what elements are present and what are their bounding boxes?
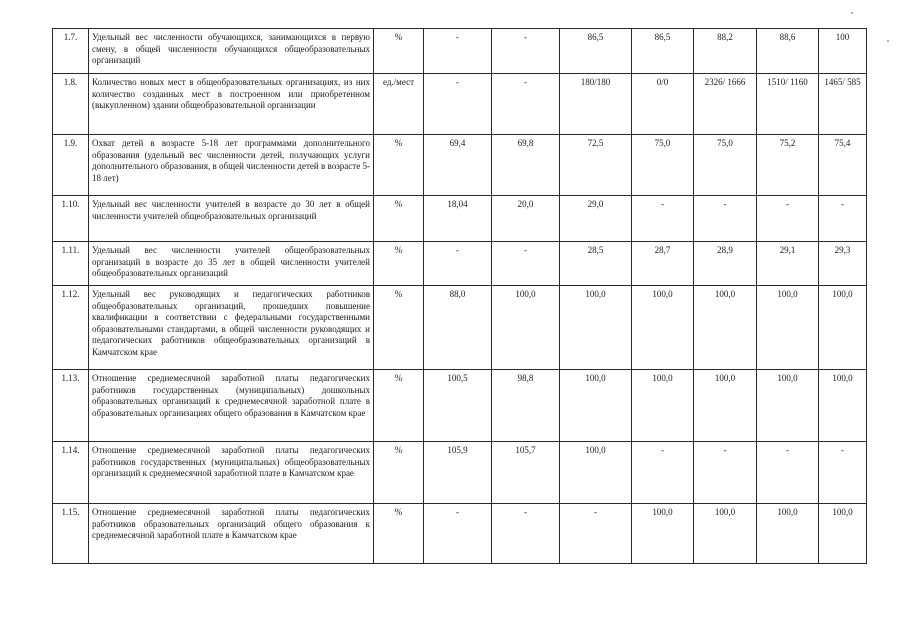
row-number: 1.7. <box>53 29 89 74</box>
value-cell: 100,0 <box>560 370 632 442</box>
value-cell: 105,9 <box>424 442 492 504</box>
value-cell: - <box>632 442 694 504</box>
table-row <box>53 286 867 370</box>
value-cell: 29,0 <box>560 196 632 242</box>
unit-of-measure: % <box>374 196 424 242</box>
value-cell: - <box>492 504 560 564</box>
value-cell: 18,04 <box>424 196 492 242</box>
value-cell: 86,5 <box>632 29 694 74</box>
indicator-name: Удельный вес численности учителей общеобразовательных организаций в возрасте до 35 лет в общей численности учителей общеобразовательных организаций <box>89 242 374 286</box>
value-cell: 69,8 <box>492 135 560 196</box>
table-row <box>53 242 867 286</box>
value-cell: 98,8 <box>492 370 560 442</box>
row-number: 1.8. <box>53 74 89 135</box>
indicator-name: Отношение среднемесячной заработной платы педагогических работников государственных (муниципальных) дошкольных образовательных организаций к среднемесячной заработной плате в образовательных организациях общего образования в Камчатском крае <box>89 370 374 442</box>
value-cell: 86,5 <box>560 29 632 74</box>
value-cell: - <box>492 74 560 135</box>
indicator-name: Отношение среднемесячной заработной платы педагогических работников образовательных организаций общего образования к среднемесячной заработной плате в Камчатском крае <box>89 504 374 564</box>
value-cell: 100,0 <box>632 286 694 370</box>
table-row <box>53 370 867 442</box>
value-cell: 0/0 <box>632 74 694 135</box>
unit-of-measure: % <box>374 442 424 504</box>
scan-speck <box>887 40 889 42</box>
indicator-name: Охват детей в возрасте 5-18 лет программами дополнительного образования (удельный вес численности детей, получающих услуги дополнительного образования, в общей численности детей в возрасте 5-18 лет) <box>89 135 374 196</box>
value-cell: 180/180 <box>560 74 632 135</box>
value-cell: 1510/ 1160 <box>757 74 819 135</box>
value-cell: 100,0 <box>632 504 694 564</box>
value-cell: 100,0 <box>694 370 757 442</box>
table-row <box>53 504 867 564</box>
value-cell: - <box>492 29 560 74</box>
value-cell: 75,0 <box>694 135 757 196</box>
row-number: 1.10. <box>53 196 89 242</box>
indicator-name: Удельный вес руководящих и педагогических работников общеобразовательных организаций, прошедших повышение квалификации в соответствии с федеральными государственными образовательными стандартами, в общей численности руководящих и педагогических работников общеобразовательных организаций в Камчатском крае <box>89 286 374 370</box>
value-cell: 100,0 <box>819 286 867 370</box>
value-cell: 100,0 <box>819 504 867 564</box>
row-number: 1.11. <box>53 242 89 286</box>
value-cell: 88,2 <box>694 29 757 74</box>
value-cell: - <box>492 242 560 286</box>
value-cell: 88,6 <box>757 29 819 74</box>
row-number: 1.14. <box>53 442 89 504</box>
value-cell: 29,3 <box>819 242 867 286</box>
value-cell: 100 <box>819 29 867 74</box>
table-row <box>53 74 867 135</box>
value-cell: 100,0 <box>694 286 757 370</box>
value-cell: 100,0 <box>492 286 560 370</box>
row-number: 1.13. <box>53 370 89 442</box>
indicator-name: Удельный вес численности обучающихся, занимающихся в первую смену, в общей численности обучающихся общеобразовательных организаций <box>89 29 374 74</box>
value-cell: 29,1 <box>757 242 819 286</box>
row-number: 1.15. <box>53 504 89 564</box>
value-cell: - <box>819 442 867 504</box>
table-row <box>53 196 867 242</box>
value-cell: 75,4 <box>819 135 867 196</box>
table-row <box>53 135 867 196</box>
value-cell: - <box>757 442 819 504</box>
indicator-name: Отношение среднемесячной заработной платы педагогических работников государственных (муниципальных) общеобразовательных организаций к среднемесячной заработной плате в Камчатском крае <box>89 442 374 504</box>
value-cell: - <box>632 196 694 242</box>
value-cell: - <box>560 504 632 564</box>
table-body <box>53 29 867 564</box>
value-cell: 105,7 <box>492 442 560 504</box>
value-cell: 28,7 <box>632 242 694 286</box>
unit-of-measure: % <box>374 286 424 370</box>
value-cell: 100,0 <box>560 442 632 504</box>
value-cell: 100,0 <box>757 370 819 442</box>
row-number: 1.9. <box>53 135 89 196</box>
value-cell: 100,0 <box>694 504 757 564</box>
indicator-name: Количество новых мест в общеобразовательных организациях, из них количество созданных мест в построенном или приобретенном (выкупленном) здании общеобразовательной организации <box>89 74 374 135</box>
unit-of-measure: % <box>374 504 424 564</box>
value-cell: 100,0 <box>560 286 632 370</box>
value-cell: 100,0 <box>632 370 694 442</box>
value-cell: 88,0 <box>424 286 492 370</box>
value-cell: 20,0 <box>492 196 560 242</box>
value-cell: - <box>757 196 819 242</box>
value-cell: - <box>424 242 492 286</box>
value-cell: - <box>694 196 757 242</box>
document-page <box>52 28 867 564</box>
value-cell: - <box>424 504 492 564</box>
scan-speck <box>851 12 853 14</box>
table-row <box>53 29 867 74</box>
row-number: 1.12. <box>53 286 89 370</box>
value-cell: 75,0 <box>632 135 694 196</box>
indicator-name: Удельный вес численности учителей в возрасте до 30 лет в общей численности учителей общеобразовательных организаций <box>89 196 374 242</box>
value-cell: 69,4 <box>424 135 492 196</box>
value-cell: - <box>424 29 492 74</box>
value-cell: - <box>819 196 867 242</box>
unit-of-measure: ед./мест <box>374 74 424 135</box>
value-cell: - <box>694 442 757 504</box>
value-cell: 100,0 <box>757 504 819 564</box>
value-cell: 100,0 <box>757 286 819 370</box>
value-cell: 28,9 <box>694 242 757 286</box>
value-cell: 28,5 <box>560 242 632 286</box>
indicators-table <box>52 28 867 564</box>
unit-of-measure: % <box>374 370 424 442</box>
unit-of-measure: % <box>374 135 424 196</box>
value-cell: 72,5 <box>560 135 632 196</box>
value-cell: 100,0 <box>819 370 867 442</box>
value-cell: - <box>424 74 492 135</box>
value-cell: 75,2 <box>757 135 819 196</box>
unit-of-measure: % <box>374 242 424 286</box>
unit-of-measure: % <box>374 29 424 74</box>
value-cell: 2326/ 1666 <box>694 74 757 135</box>
value-cell: 1465/ 585 <box>819 74 867 135</box>
value-cell: 100,5 <box>424 370 492 442</box>
table-row <box>53 442 867 504</box>
